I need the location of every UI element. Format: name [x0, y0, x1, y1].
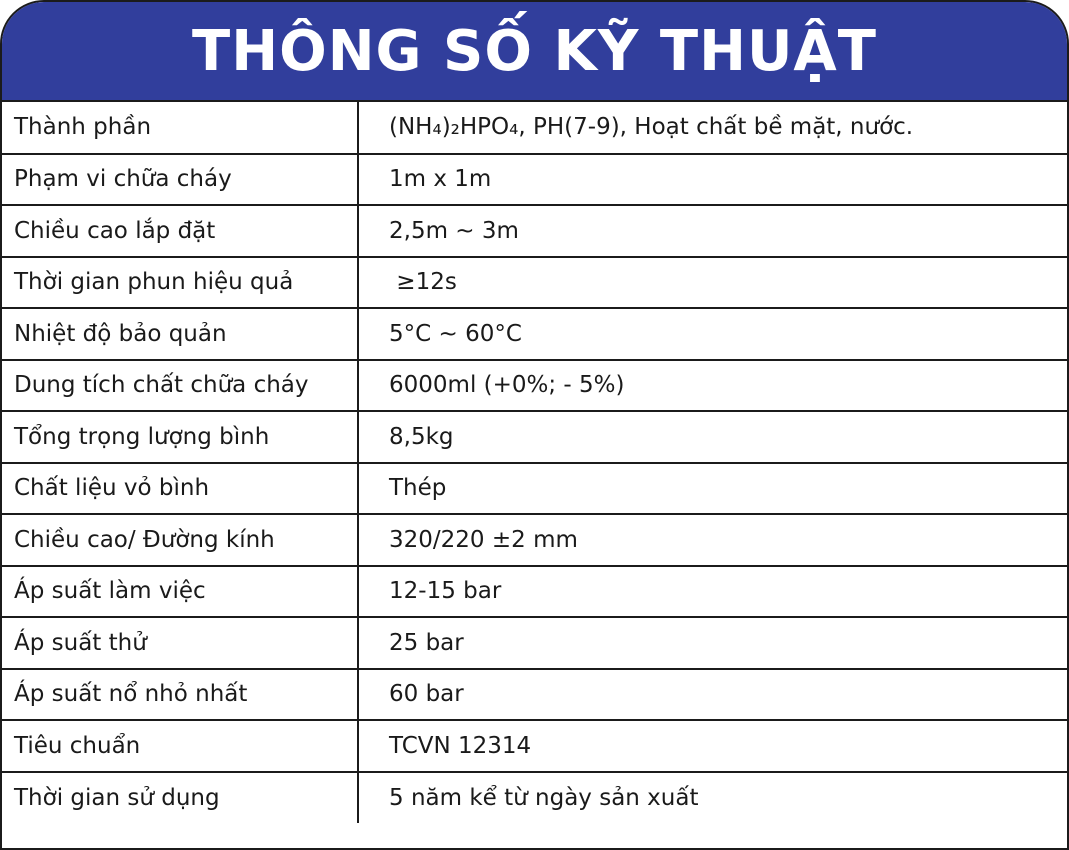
row-value: 5 năm kể từ ngày sản xuất — [389, 784, 699, 811]
page-title: THÔNG SỐ KỸ THUẬT — [192, 19, 877, 84]
row-label: Chất liệu vỏ bình — [2, 463, 358, 515]
row-value: 8,5kg — [358, 411, 1067, 463]
table-row — [2, 566, 1067, 618]
row-value: 6000ml (+0%; - 5%) — [358, 360, 1067, 412]
row-label: Chiều cao/ Đường kính — [2, 514, 358, 566]
row-label: Dung tích chất chữa cháy — [2, 360, 358, 412]
table-row — [2, 154, 1067, 206]
row-value: 12-15 bar — [358, 566, 1067, 618]
row-label: Tiêu chuẩn — [2, 720, 358, 772]
row-label: Áp suất làm việc — [2, 566, 358, 618]
spec-table-body — [2, 102, 1067, 823]
row-label: Áp suất thử — [2, 617, 358, 669]
row-label: Nhiệt độ bảo quản — [2, 308, 358, 360]
table-row — [2, 463, 1067, 515]
table-row — [2, 257, 1067, 309]
table-row — [2, 360, 1067, 412]
row-value: TCVN 12314 — [358, 720, 1067, 772]
row-value: Thép — [358, 463, 1067, 515]
table-row — [2, 411, 1067, 463]
table-row — [2, 102, 1067, 154]
row-label: Thời gian sử dụng — [2, 772, 358, 824]
row-value: 5°C ~ 60°C — [358, 308, 1067, 360]
table-row — [2, 308, 1067, 360]
row-label: Chiều cao lắp đặt — [2, 205, 358, 257]
table-row — [2, 669, 1067, 721]
table-row — [2, 772, 1067, 824]
spec-header — [2, 2, 1067, 102]
spec-table — [2, 102, 1067, 823]
table-row — [2, 205, 1067, 257]
table-row — [2, 514, 1067, 566]
row-value: 60 bar — [358, 669, 1067, 721]
row-value: 25 bar — [358, 617, 1067, 669]
row-label: Thành phần — [2, 102, 358, 154]
row-label: Thời gian phun hiệu quả — [2, 257, 358, 309]
row-label: Phạm vi chữa cháy — [2, 154, 358, 206]
row-value: ≥12s — [358, 257, 1067, 309]
row-value: 1m x 1m — [358, 154, 1067, 206]
row-value: 2,5m ~ 3m — [358, 205, 1067, 257]
table-row — [2, 720, 1067, 772]
row-label: Áp suất nổ nhỏ nhất — [2, 669, 358, 721]
table-row — [2, 617, 1067, 669]
row-value: (NH₄)₂HPO₄, PH(7-9), Hoạt chất bề mặt, nước. — [358, 102, 1067, 154]
row-label: Tổng trọng lượng bình — [2, 411, 358, 463]
row-value: 320/220 ±2 mm — [358, 514, 1067, 566]
